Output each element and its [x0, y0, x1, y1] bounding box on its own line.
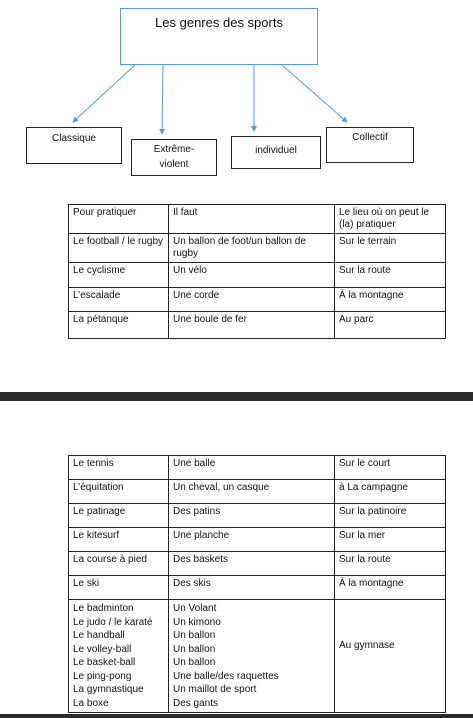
table-row [69, 312, 446, 339]
table-cell: Des baskets [169, 552, 335, 576]
table-cell: Une balle [169, 456, 335, 480]
gym-place: Au gymnase [339, 640, 395, 651]
table-cell: À la montagne [335, 288, 446, 312]
category-classique-label: Classique [52, 133, 96, 144]
gym-sport: Le handball [73, 630, 125, 641]
table-cell: Une boule de fer [169, 312, 335, 339]
table-cell: Le football / le rugby [69, 234, 169, 263]
sports-table-1 [68, 204, 446, 339]
header-cell: Pour pratiquer [69, 205, 169, 234]
gym-equipment: Un maillot de sport [173, 684, 257, 695]
table-cell: à La campagne [335, 480, 446, 504]
table-cell: Sur la patinoire [335, 504, 446, 528]
category-individuel-label: individuel [255, 145, 297, 156]
page-divider [0, 392, 473, 401]
gym-equipment: Un ballon [173, 657, 216, 668]
gym-sport: La boxe [73, 697, 109, 709]
table-cell: Des patins [169, 504, 335, 528]
gym-sport: Le basket-ball [73, 657, 136, 668]
table-row-gymnase [69, 600, 446, 713]
table-cell: La pétanque [69, 312, 169, 339]
category-collectif [326, 127, 414, 163]
table-cell: Sur le terrain [335, 234, 446, 263]
table-cell: Sur le court [335, 456, 446, 480]
category-extreme-label-2: violent [159, 159, 189, 170]
gym-equipment: Un Volant [173, 603, 217, 614]
table-cell: L’équitation [69, 480, 169, 504]
table-row [69, 552, 446, 576]
gym-sport: La gymnastique [73, 684, 144, 695]
table-cell: Un cheval, un casque [169, 480, 335, 504]
gym-sport: Le volley-ball [73, 643, 132, 655]
arrow-to-collectif [282, 65, 347, 122]
table-cell: Un ballon de foot/un ballon de rugby [169, 234, 335, 263]
category-collectif-label: Collectif [352, 132, 388, 143]
table-cell: Sur la route [335, 263, 446, 288]
diagram-title-box [120, 8, 318, 65]
category-extreme-label-1: Extrême- [153, 144, 195, 155]
arrow-to-classique [73, 65, 135, 122]
arrow-to-extreme [162, 65, 163, 134]
table-cell: Une corde [169, 288, 335, 312]
gym-sport: Le badminton [73, 603, 134, 614]
table-row [69, 456, 446, 480]
table-cell: Le ski [69, 576, 169, 600]
gym-equipment: Un ballon [173, 630, 216, 641]
bottom-edge-bar [0, 714, 473, 718]
gym-place-cell [335, 600, 446, 713]
diagram-title: Les genres des sports [155, 15, 283, 30]
gym-equipment-cell [169, 600, 335, 713]
gym-sport: Le judo / le karaté [73, 616, 153, 628]
gym-sport: Le ping-pong [73, 670, 132, 682]
table-cell: Le kitesurf [69, 528, 169, 552]
category-individuel [231, 136, 321, 169]
category-classique [26, 127, 122, 164]
table-cell: Une planche [169, 528, 335, 552]
table-row [69, 576, 446, 600]
sports-table-2 [68, 455, 446, 713]
gym-equipment: Des gants [173, 697, 219, 709]
table-cell: La course à pied [69, 552, 169, 576]
table-cell: Le cyclisme [69, 263, 169, 288]
table-cell: Sur la route [335, 552, 446, 576]
table-row [69, 263, 446, 288]
gym-sports-cell [69, 600, 169, 713]
table-row [69, 288, 446, 312]
table-cell: L’escalade [69, 288, 169, 312]
table-cell: Le tennis [69, 456, 169, 480]
table-row [69, 504, 446, 528]
table-cell: Le patinage [69, 504, 169, 528]
table-header-row [69, 205, 446, 234]
header-cell: Le lieu où on peut le (la) pratiquer [335, 205, 446, 234]
table-row [69, 234, 446, 263]
table-cell: Des skis [169, 576, 335, 600]
table-row [69, 480, 446, 504]
table-row [69, 528, 446, 552]
category-extreme-violent [131, 139, 217, 176]
gym-equipment: Un kimono [173, 616, 221, 628]
table-cell: Un vélo [169, 263, 335, 288]
gym-equipment: Un ballon [173, 643, 216, 655]
table-cell: Au parc [335, 312, 446, 339]
table-cell: Sur la mer [335, 528, 446, 552]
header-cell: Il faut [169, 205, 335, 234]
gym-equipment: Une balle/des raquettes [173, 670, 279, 682]
table-cell: À la montagne [335, 576, 446, 600]
